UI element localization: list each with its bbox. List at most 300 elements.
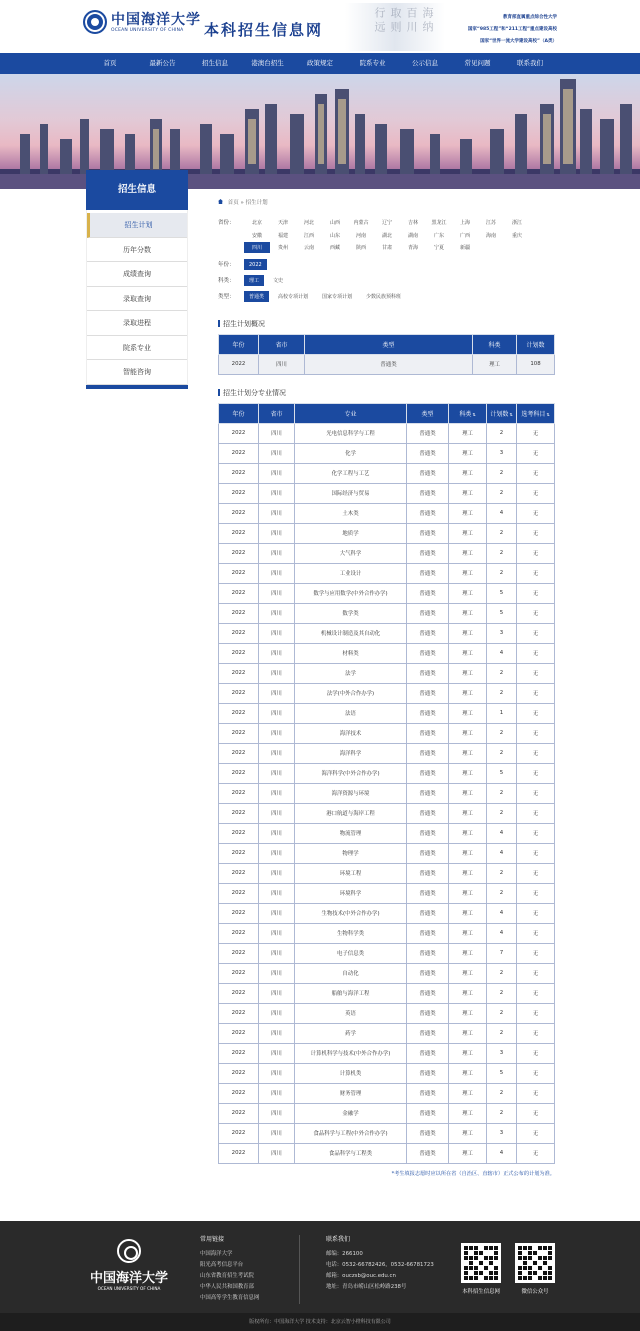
nav-public-info[interactable]: 公示信息 bbox=[412, 59, 438, 67]
table-cell: 理工 bbox=[449, 1083, 487, 1103]
table-cell: 理工 bbox=[449, 903, 487, 923]
summary-cell: 2022 bbox=[219, 354, 259, 374]
table-row bbox=[219, 1103, 555, 1123]
table-cell: 无 bbox=[517, 883, 555, 903]
province-option[interactable]: 浙江 bbox=[511, 220, 522, 226]
summary-row bbox=[219, 354, 555, 374]
table-cell: 普通类 bbox=[407, 843, 449, 863]
table-cell: 无 bbox=[517, 963, 555, 983]
table-cell: 环境工程 bbox=[295, 863, 407, 883]
table-cell: 普通类 bbox=[407, 503, 449, 523]
sidebar-item-past-scores[interactable]: 历年分数 bbox=[87, 238, 187, 263]
table-cell: 理工 bbox=[449, 863, 487, 883]
province-option[interactable]: 西藏 bbox=[329, 245, 340, 251]
table-cell: 2 bbox=[487, 463, 517, 483]
province-option[interactable]: 陕西 bbox=[355, 245, 366, 251]
table-cell: 2 bbox=[487, 783, 517, 803]
plan-note: *考生填报志愿时应以所在省（自治区、直辖市）正式公布的计划为准。 bbox=[391, 1170, 555, 1177]
table-cell: 普通类 bbox=[407, 563, 449, 583]
type-option-general[interactable]: 普通类 bbox=[244, 291, 269, 302]
table-cell: 理工 bbox=[449, 543, 487, 563]
detail-header-province[interactable]: 省市 bbox=[259, 403, 295, 423]
qr-wechat-label: 微信公众号 bbox=[521, 1289, 549, 1295]
table-cell: 海洋科学(中外合作办学) bbox=[295, 763, 407, 783]
table-cell: 2 bbox=[487, 743, 517, 763]
table-cell: 普通类 bbox=[407, 903, 449, 923]
nav-admission-info[interactable]: 招生信息 bbox=[202, 59, 228, 67]
table-cell: 3 bbox=[487, 1123, 517, 1143]
table-row bbox=[219, 963, 555, 983]
main-nav bbox=[0, 53, 640, 74]
table-cell: 理工 bbox=[449, 1003, 487, 1023]
table-cell: 2022 bbox=[219, 623, 259, 643]
table-cell: 2022 bbox=[219, 1123, 259, 1143]
table-cell: 2022 bbox=[219, 723, 259, 743]
table-cell: 无 bbox=[517, 763, 555, 783]
sidebar-item-score-query[interactable]: 成绩查询 bbox=[87, 262, 187, 287]
table-cell: 理工 bbox=[449, 783, 487, 803]
table-cell: 2 bbox=[487, 1103, 517, 1123]
detail-section-title bbox=[218, 388, 555, 398]
table-cell: 普通类 bbox=[407, 583, 449, 603]
table-cell: 2022 bbox=[219, 1083, 259, 1103]
table-cell: 理工 bbox=[449, 1103, 487, 1123]
table-cell: 理工 bbox=[449, 1123, 487, 1143]
province-option[interactable]: 江西 bbox=[303, 232, 314, 239]
table-cell: 四川 bbox=[259, 523, 295, 543]
table-cell: 无 bbox=[517, 1043, 555, 1063]
table-cell: 2 bbox=[487, 423, 517, 443]
qr-code-icon bbox=[461, 1243, 501, 1283]
province-option[interactable]: 贵州 bbox=[277, 245, 288, 251]
table-cell: 理工 bbox=[449, 1023, 487, 1043]
sort-icon[interactable]: ⇅ bbox=[509, 411, 513, 417]
table-cell: 理工 bbox=[449, 703, 487, 723]
table-cell: 无 bbox=[517, 463, 555, 483]
table-cell: 2 bbox=[487, 683, 517, 703]
table-row bbox=[219, 463, 555, 483]
nav-policies[interactable]: 政策规定 bbox=[307, 59, 333, 67]
table-cell: 海洋资源与环境 bbox=[295, 783, 407, 803]
table-cell: 四川 bbox=[259, 803, 295, 823]
table-cell: 理工 bbox=[449, 983, 487, 1003]
table-cell: 无 bbox=[517, 503, 555, 523]
province-option[interactable]: 甘肃 bbox=[381, 245, 392, 251]
table-cell: 化学 bbox=[295, 443, 407, 463]
table-cell: 环境科学 bbox=[295, 883, 407, 903]
table-cell: 四川 bbox=[259, 743, 295, 763]
table-row bbox=[219, 823, 555, 843]
detail-header-category[interactable]: 科类⇅ bbox=[449, 403, 487, 423]
table-cell: 理工 bbox=[449, 443, 487, 463]
table-cell: 理工 bbox=[449, 603, 487, 623]
table-cell: 工业设计 bbox=[295, 563, 407, 583]
table-cell: 普通类 bbox=[407, 683, 449, 703]
table-row bbox=[219, 1023, 555, 1043]
table-cell: 2022 bbox=[219, 803, 259, 823]
nav-departments[interactable]: 院系专业 bbox=[359, 59, 386, 67]
table-cell: 2022 bbox=[219, 1103, 259, 1123]
table-cell: 理工 bbox=[449, 563, 487, 583]
table-cell: 无 bbox=[517, 783, 555, 803]
university-logo[interactable] bbox=[83, 10, 201, 34]
province-option[interactable]: 河北 bbox=[303, 220, 314, 226]
table-cell: 四川 bbox=[259, 623, 295, 643]
province-option[interactable]: 重庆 bbox=[511, 232, 522, 239]
table-cell: 普通类 bbox=[407, 623, 449, 643]
table-cell: 无 bbox=[517, 843, 555, 863]
table-cell: 2 bbox=[487, 563, 517, 583]
province-option[interactable]: 天津 bbox=[277, 220, 288, 226]
table-cell: 电子信息类 bbox=[295, 943, 407, 963]
table-row bbox=[219, 683, 555, 703]
table-cell: 2022 bbox=[219, 983, 259, 1003]
table-cell: 普通类 bbox=[407, 863, 449, 883]
province-option[interactable]: 黑龙江 bbox=[431, 220, 447, 226]
table-cell: 普通类 bbox=[407, 1043, 449, 1063]
table-cell: 四川 bbox=[259, 463, 295, 483]
year-option[interactable]: 2022 bbox=[244, 259, 267, 270]
table-cell: 理工 bbox=[449, 523, 487, 543]
table-cell: 4 bbox=[487, 903, 517, 923]
table-cell: 计算机类 bbox=[295, 1063, 407, 1083]
table-cell: 四川 bbox=[259, 1003, 295, 1023]
footer-link[interactable]: 中国海洋大学 bbox=[200, 1251, 233, 1257]
table-cell: 2 bbox=[487, 803, 517, 823]
table-cell: 2 bbox=[487, 883, 517, 903]
table-row bbox=[219, 943, 555, 963]
table-cell: 无 bbox=[517, 483, 555, 503]
table-cell: 2 bbox=[487, 983, 517, 1003]
summary-header-plan-count: 计划数 bbox=[517, 334, 555, 354]
table-cell: 理工 bbox=[449, 663, 487, 683]
table-cell: 无 bbox=[517, 1103, 555, 1123]
detail-table bbox=[218, 403, 555, 1164]
copyright: 版权所有：中国海洋大学 技术支持：北京云智小橙科技有限公司 bbox=[0, 1313, 640, 1331]
footer-links-title: 常用链接 bbox=[200, 1236, 225, 1243]
table-cell: 普通类 bbox=[407, 703, 449, 723]
nav-home[interactable]: 首页 bbox=[103, 59, 117, 67]
table-cell: 普通类 bbox=[407, 803, 449, 823]
table-cell: 四川 bbox=[259, 703, 295, 723]
province-option[interactable]: 海南 bbox=[485, 232, 496, 239]
summary-header-province: 省市 bbox=[259, 334, 305, 354]
table-row bbox=[219, 423, 555, 443]
site-title: 本科招生信息网 bbox=[204, 21, 324, 39]
table-cell: 理工 bbox=[449, 883, 487, 903]
nav-faq[interactable]: 常见问题 bbox=[464, 59, 491, 67]
table-cell: 物流管理 bbox=[295, 823, 407, 843]
province-option[interactable]: 吉林 bbox=[407, 220, 418, 226]
table-row bbox=[219, 903, 555, 923]
table-cell: 普通类 bbox=[407, 1143, 449, 1163]
detail-header-type[interactable]: 类型 bbox=[407, 403, 449, 423]
table-cell: 四川 bbox=[259, 923, 295, 943]
table-cell: 普通类 bbox=[407, 603, 449, 623]
table-cell: 无 bbox=[517, 1123, 555, 1143]
nav-latest-announcements[interactable]: 最新公告 bbox=[149, 59, 176, 67]
header-slogans bbox=[468, 12, 557, 48]
table-cell: 财务管理 bbox=[295, 1083, 407, 1103]
province-option[interactable]: 新疆 bbox=[459, 245, 470, 251]
table-cell: 理工 bbox=[449, 823, 487, 843]
province-option[interactable]: 宁夏 bbox=[433, 245, 444, 251]
province-option[interactable]: 安徽 bbox=[251, 232, 262, 239]
table-cell: 2022 bbox=[219, 763, 259, 783]
province-option[interactable]: 广东 bbox=[433, 232, 444, 239]
province-option[interactable]: 北京 bbox=[251, 220, 262, 226]
footer-link[interactable]: 山东省教育招生考试院 bbox=[200, 1273, 254, 1279]
table-cell: 4 bbox=[487, 823, 517, 843]
province-option[interactable]: 四川 bbox=[244, 242, 270, 253]
table-cell: 5 bbox=[487, 603, 517, 623]
logo-chinese-name: 中国海洋大学 bbox=[111, 11, 201, 28]
footer-link[interactable]: 中国高等学生教育信息网 bbox=[200, 1295, 260, 1301]
table-cell: 2022 bbox=[219, 743, 259, 763]
detail-header-year[interactable]: 年份 bbox=[219, 403, 259, 423]
contact-address: 地址：青岛市崂山区松岭路238号 bbox=[326, 1284, 407, 1290]
province-option[interactable]: 内蒙古 bbox=[353, 220, 369, 226]
year-filter bbox=[218, 259, 555, 271]
table-row bbox=[219, 1063, 555, 1083]
table-cell: 普通类 bbox=[407, 423, 449, 443]
table-cell: 2022 bbox=[219, 463, 259, 483]
table-cell: 无 bbox=[517, 1063, 555, 1083]
footer-logo-chinese: 中国海洋大学 bbox=[90, 1271, 169, 1286]
category-option-science[interactable]: 理工 bbox=[244, 275, 264, 286]
table-cell: 2022 bbox=[219, 443, 259, 463]
province-option[interactable]: 湖南 bbox=[407, 232, 418, 239]
province-option[interactable]: 福建 bbox=[277, 232, 288, 239]
table-cell: 3 bbox=[487, 623, 517, 643]
table-cell: 2 bbox=[487, 723, 517, 743]
sort-icon[interactable]: ⇅ bbox=[472, 411, 476, 417]
table-cell: 四川 bbox=[259, 443, 295, 463]
table-row bbox=[219, 803, 555, 823]
province-option[interactable]: 广西 bbox=[459, 232, 470, 239]
table-cell: 生物技术(中外合作办学) bbox=[295, 903, 407, 923]
table-cell: 无 bbox=[517, 923, 555, 943]
table-cell: 四川 bbox=[259, 1083, 295, 1103]
sidebar-title: 招生信息 bbox=[86, 170, 188, 210]
nav-contact[interactable]: 联系我们 bbox=[517, 59, 543, 67]
sidebar-item-admission-query[interactable]: 录取查询 bbox=[87, 287, 187, 312]
table-cell: 2022 bbox=[219, 563, 259, 583]
table-cell: 金融学 bbox=[295, 1103, 407, 1123]
table-cell: 2022 bbox=[219, 963, 259, 983]
table-cell: 普通类 bbox=[407, 943, 449, 963]
table-cell: 2022 bbox=[219, 683, 259, 703]
province-option[interactable]: 湖北 bbox=[381, 232, 392, 239]
table-cell: 2022 bbox=[219, 863, 259, 883]
sidebar-item-smart-consult[interactable]: 智能咨询 bbox=[87, 360, 187, 385]
table-row bbox=[219, 1143, 555, 1163]
table-cell: 大气科学 bbox=[295, 543, 407, 563]
table-cell: 地质学 bbox=[295, 523, 407, 543]
table-cell: 普通类 bbox=[407, 923, 449, 943]
footer-link[interactable]: 中华人民共和国教育部 bbox=[200, 1284, 254, 1290]
detail-header-subjects[interactable]: 选考科目⇅ bbox=[517, 403, 555, 423]
table-cell: 2 bbox=[487, 863, 517, 883]
type-option-national-special[interactable]: 国家专项计划 bbox=[322, 293, 353, 300]
table-cell: 普通类 bbox=[407, 663, 449, 683]
table-cell: 无 bbox=[517, 683, 555, 703]
table-cell: 化学工程与工艺 bbox=[295, 463, 407, 483]
table-row bbox=[219, 1043, 555, 1063]
table-cell: 无 bbox=[517, 523, 555, 543]
contact-email[interactable]: 邮箱：ouczsb@ouc.edu.cn bbox=[326, 1273, 396, 1279]
table-cell: 2022 bbox=[219, 883, 259, 903]
province-option[interactable]: 上海 bbox=[459, 220, 470, 226]
table-cell: 海洋技术 bbox=[295, 723, 407, 743]
table-row bbox=[219, 923, 555, 943]
table-cell: 四川 bbox=[259, 843, 295, 863]
table-cell: 理工 bbox=[449, 843, 487, 863]
table-row bbox=[219, 703, 555, 723]
province-option[interactable]: 云南 bbox=[303, 245, 314, 251]
table-cell: 四川 bbox=[259, 543, 295, 563]
table-cell: 2 bbox=[487, 483, 517, 503]
province-option[interactable]: 山东 bbox=[329, 232, 340, 239]
table-cell: 2 bbox=[487, 1023, 517, 1043]
table-cell: 普通类 bbox=[407, 1103, 449, 1123]
sidebar-item-departments[interactable]: 院系专业 bbox=[87, 336, 187, 361]
table-cell: 普通类 bbox=[407, 983, 449, 1003]
sidebar bbox=[86, 170, 188, 389]
table-cell: 国际经济与贸易 bbox=[295, 483, 407, 503]
table-cell: 理工 bbox=[449, 503, 487, 523]
summary-cell: 108 bbox=[517, 354, 555, 374]
table-cell: 光电信息科学与工程 bbox=[295, 423, 407, 443]
table-cell: 普通类 bbox=[407, 743, 449, 763]
summary-cell: 理工 bbox=[473, 354, 517, 374]
table-cell: 四川 bbox=[259, 1103, 295, 1123]
footer-link[interactable]: 阳光高考信息平台 bbox=[200, 1262, 244, 1268]
type-filter bbox=[218, 291, 555, 303]
footer-contact-title: 联系我们 bbox=[326, 1236, 351, 1243]
table-row bbox=[219, 863, 555, 883]
province-option[interactable]: 山西 bbox=[329, 220, 340, 226]
table-cell: 无 bbox=[517, 863, 555, 883]
detail-header-major[interactable]: 专业 bbox=[295, 403, 407, 423]
table-cell: 4 bbox=[487, 843, 517, 863]
category-option-liberal-arts[interactable]: 文史 bbox=[273, 277, 284, 284]
table-cell: 2 bbox=[487, 1003, 517, 1023]
table-cell: 无 bbox=[517, 743, 555, 763]
table-cell: 自动化 bbox=[295, 963, 407, 983]
summary-header-type: 类型 bbox=[305, 334, 473, 354]
table-cell: 理工 bbox=[449, 423, 487, 443]
table-cell: 法语 bbox=[295, 703, 407, 723]
table-cell: 2022 bbox=[219, 663, 259, 683]
table-cell: 无 bbox=[517, 983, 555, 1003]
table-cell: 理工 bbox=[449, 723, 487, 743]
table-cell: 4 bbox=[487, 923, 517, 943]
province-option[interactable]: 辽宁 bbox=[381, 220, 392, 226]
nav-hk-macao-taiwan[interactable]: 港澳台招生 bbox=[251, 59, 284, 67]
table-cell: 理工 bbox=[449, 1043, 487, 1063]
table-cell: 普通类 bbox=[407, 783, 449, 803]
table-cell: 理工 bbox=[449, 643, 487, 663]
year-label: 年份： bbox=[218, 261, 235, 268]
table-row bbox=[219, 723, 555, 743]
table-cell: 四川 bbox=[259, 943, 295, 963]
main-content bbox=[218, 197, 555, 1177]
slogan-line: 国家“世界一流大学建设高校”（A类） bbox=[480, 39, 557, 44]
table-row bbox=[219, 443, 555, 463]
table-cell: 无 bbox=[517, 723, 555, 743]
qr-website bbox=[461, 1243, 501, 1295]
summary-cell: 普通类 bbox=[305, 354, 473, 374]
table-cell: 无 bbox=[517, 1143, 555, 1163]
table-cell: 2022 bbox=[219, 643, 259, 663]
breadcrumb bbox=[218, 197, 555, 209]
table-cell: 普通类 bbox=[407, 1083, 449, 1103]
table-cell: 理工 bbox=[449, 803, 487, 823]
table-cell: 无 bbox=[517, 663, 555, 683]
table-cell: 理工 bbox=[449, 463, 487, 483]
table-cell: 普通类 bbox=[407, 463, 449, 483]
province-option[interactable]: 青海 bbox=[407, 245, 418, 251]
table-cell: 2 bbox=[487, 663, 517, 683]
table-cell: 2022 bbox=[219, 1023, 259, 1043]
table-row bbox=[219, 783, 555, 803]
table-cell: 2022 bbox=[219, 783, 259, 803]
table-cell: 理工 bbox=[449, 763, 487, 783]
table-cell: 2022 bbox=[219, 523, 259, 543]
table-row bbox=[219, 843, 555, 863]
footer-links bbox=[200, 1235, 300, 1304]
province-option[interactable]: 江苏 bbox=[485, 220, 496, 226]
detail-header-plan-count[interactable]: 计划数⇅ bbox=[487, 403, 517, 423]
section-marker bbox=[218, 389, 220, 396]
table-cell: 无 bbox=[517, 623, 555, 643]
table-cell: 2022 bbox=[219, 1143, 259, 1163]
sidebar-item-admission-plan[interactable]: 招生计划 bbox=[87, 213, 187, 238]
table-cell: 1 bbox=[487, 703, 517, 723]
section-marker bbox=[218, 320, 220, 327]
breadcrumb-home[interactable]: 首页 bbox=[227, 200, 239, 206]
table-cell: 2022 bbox=[219, 943, 259, 963]
sidebar-item-admission-progress[interactable]: 录取进程 bbox=[87, 311, 187, 336]
table-cell: 英语 bbox=[295, 1003, 407, 1023]
table-row bbox=[219, 563, 555, 583]
category-filter bbox=[218, 275, 555, 287]
table-cell: 四川 bbox=[259, 963, 295, 983]
table-row bbox=[219, 503, 555, 523]
table-row bbox=[219, 603, 555, 623]
sort-icon[interactable]: ⇅ bbox=[546, 411, 550, 417]
table-cell: 海洋科学 bbox=[295, 743, 407, 763]
table-cell: 无 bbox=[517, 1083, 555, 1103]
table-cell: 2022 bbox=[219, 503, 259, 523]
province-option[interactable]: 河南 bbox=[355, 232, 366, 239]
table-cell: 普通类 bbox=[407, 543, 449, 563]
table-cell: 无 bbox=[517, 543, 555, 563]
table-cell: 四川 bbox=[259, 563, 295, 583]
summary-header-year: 年份 bbox=[219, 334, 259, 354]
table-cell: 普通类 bbox=[407, 723, 449, 743]
table-cell: 2022 bbox=[219, 843, 259, 863]
table-cell: 四川 bbox=[259, 903, 295, 923]
type-option-ethnic-prep[interactable]: 少数民族预科班 bbox=[366, 293, 402, 300]
type-option-university-special[interactable]: 高校专项计划 bbox=[278, 293, 309, 300]
table-cell: 四川 bbox=[259, 723, 295, 743]
table-cell: 四川 bbox=[259, 783, 295, 803]
table-cell: 4 bbox=[487, 1143, 517, 1163]
contact-postcode: 邮编：266100 bbox=[326, 1251, 363, 1257]
footer-emblem-icon bbox=[117, 1239, 141, 1263]
